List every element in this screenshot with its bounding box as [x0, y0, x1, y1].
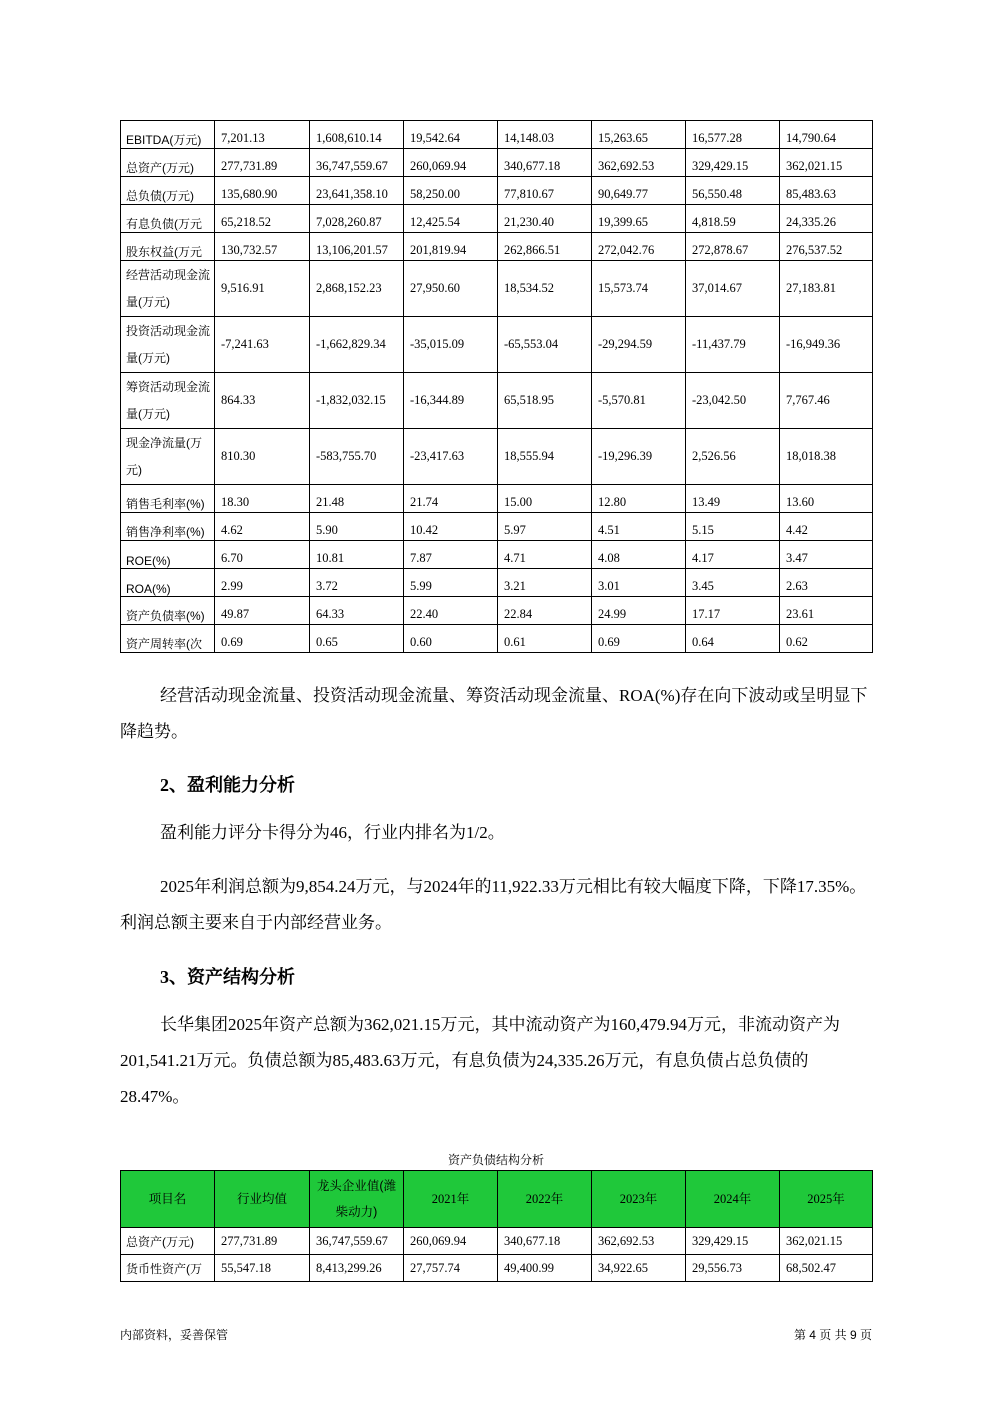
- row-label: 股东权益(万元: [121, 233, 215, 261]
- table-row: [121, 149, 873, 177]
- table-cell: 329,429.15: [686, 149, 780, 177]
- column-header: 2025年: [780, 1171, 873, 1228]
- table-cell: 49,400.99: [498, 1255, 592, 1282]
- profit-text: 2025年利润总额为9,854.24万元，与2024年的11,922.33万元相比有较大幅度下降，下降17.35%。利润总额主要来自于内部经营业务。: [120, 877, 867, 932]
- row-label: 资产负债率(%): [121, 597, 215, 625]
- row-label: 经营活动现金流量(万元): [121, 261, 215, 317]
- column-header: 龙头企业值(潍柴动力): [310, 1171, 404, 1228]
- table-cell: 864.33: [215, 373, 310, 429]
- table-cell: 13.49: [686, 485, 780, 513]
- table-cell: 14,790.64: [780, 121, 873, 149]
- table-row: [121, 541, 873, 569]
- table-row: [121, 261, 873, 317]
- table-cell: 362,692.53: [592, 149, 686, 177]
- table-cell: 329,429.15: [686, 1228, 780, 1255]
- table-cell: 3.21: [498, 569, 592, 597]
- structure-paragraph: [120, 1007, 872, 1115]
- row-label: EBITDA(万元): [121, 121, 215, 149]
- table-cell: 4.42: [780, 513, 873, 541]
- row-label: 销售毛利率(%): [121, 485, 215, 513]
- table-cell: 4.62: [215, 513, 310, 541]
- table-cell: 260,069.94: [404, 1228, 498, 1255]
- row-label: 总资产(万元): [121, 149, 215, 177]
- table-cell: 362,021.15: [780, 1228, 873, 1255]
- table-cell: 13,106,201.57: [310, 233, 404, 261]
- table-cell: 340,677.18: [498, 149, 592, 177]
- table-cell: 21.48: [310, 485, 404, 513]
- table-cell: 3.47: [780, 541, 873, 569]
- table-cell: 58,250.00: [404, 177, 498, 205]
- table-cell: 10.81: [310, 541, 404, 569]
- table-cell: 272,878.67: [686, 233, 780, 261]
- column-header: 2022年: [498, 1171, 592, 1228]
- table-cell: 17.17: [686, 597, 780, 625]
- table-row: [121, 177, 873, 205]
- table-cell: 36,747,559.67: [310, 1228, 404, 1255]
- table-cell: 27,950.60: [404, 261, 498, 317]
- table-cell: -23,417.63: [404, 429, 498, 485]
- table-cell: 23.61: [780, 597, 873, 625]
- row-label: 资产周转率(次: [121, 625, 215, 653]
- structure-text: 长华集团2025年资产总额为362,021.15万元，其中流动资产为160,479.94万元，非流动资产为201,541.21万元。负债总额为85,483.63万元，有息负债为24,335.26万元，有息负债占总负债的28.47%。: [120, 1015, 840, 1106]
- column-header: 2023年: [592, 1171, 686, 1228]
- score-paragraph: [120, 815, 872, 851]
- table-cell: 7,028,260.87: [310, 205, 404, 233]
- row-label: 有息负债(万元: [121, 205, 215, 233]
- table-row: [121, 233, 873, 261]
- table-cell: 64.33: [310, 597, 404, 625]
- table-cell: 130,732.57: [215, 233, 310, 261]
- table-cell: 277,731.89: [215, 1228, 310, 1255]
- table-row: [121, 485, 873, 513]
- table-cell: 5.97: [498, 513, 592, 541]
- table-cell: -16,344.89: [404, 373, 498, 429]
- footer-confidential: 内部资料，妥善保管: [120, 1328, 229, 1342]
- table-cell: -583,755.70: [310, 429, 404, 485]
- table-cell: 24,335.26: [780, 205, 873, 233]
- table-cell: 4.08: [592, 541, 686, 569]
- trend-text: 经营活动现金流量、投资活动现金流量、筹资活动现金流量、ROA(%)存在向下波动或呈明显下降趋势。: [120, 686, 868, 741]
- table-cell: 21.74: [404, 485, 498, 513]
- table-cell: -1,832,032.15: [310, 373, 404, 429]
- table-cell: 16,577.28: [686, 121, 780, 149]
- financial-metrics-table: [120, 120, 873, 653]
- table-cell: 260,069.94: [404, 149, 498, 177]
- table-row: [121, 429, 873, 485]
- table-row: [121, 373, 873, 429]
- table-caption: 资产负债结构分析: [447, 1153, 544, 1167]
- column-header: 2021年: [404, 1171, 498, 1228]
- table-cell: 4.17: [686, 541, 780, 569]
- table-cell: 85,483.63: [780, 177, 873, 205]
- asset-liability-structure-table: [120, 1170, 873, 1282]
- table-row: [121, 625, 873, 653]
- table-cell: 6.70: [215, 541, 310, 569]
- table-cell: 2,868,152.23: [310, 261, 404, 317]
- table-cell: 27,757.74: [404, 1255, 498, 1282]
- table-cell: 0.60: [404, 625, 498, 653]
- table-cell: 0.65: [310, 625, 404, 653]
- section-heading-asset-structure: 3、资产结构分析: [160, 967, 295, 987]
- section-heading-profitability: 2、盈利能力分析: [160, 775, 295, 795]
- table-cell: 55,547.18: [215, 1255, 310, 1282]
- table-cell: 21,230.40: [498, 205, 592, 233]
- table-row: [121, 569, 873, 597]
- table-cell: -29,294.59: [592, 317, 686, 373]
- table-cell: 19,542.64: [404, 121, 498, 149]
- table-cell: 68,502.47: [780, 1255, 873, 1282]
- table-cell: 56,550.48: [686, 177, 780, 205]
- table-cell: 276,537.52: [780, 233, 873, 261]
- table-cell: 7.87: [404, 541, 498, 569]
- table-cell: 2.63: [780, 569, 873, 597]
- table-cell: 4.51: [592, 513, 686, 541]
- table-row: [121, 317, 873, 373]
- row-label: 投资活动现金流量(万元): [121, 317, 215, 373]
- table-cell: 36,747,559.67: [310, 149, 404, 177]
- table-cell: 5.15: [686, 513, 780, 541]
- table-cell: 277,731.89: [215, 149, 310, 177]
- table-cell: 2.99: [215, 569, 310, 597]
- table-cell: 13.60: [780, 485, 873, 513]
- table-cell: 9,516.91: [215, 261, 310, 317]
- table-cell: 22.84: [498, 597, 592, 625]
- table-cell: 7,201.13: [215, 121, 310, 149]
- trend-paragraph: [120, 678, 872, 750]
- row-label: 销售净利率(%): [121, 513, 215, 541]
- table-cell: 65,518.95: [498, 373, 592, 429]
- table-cell: 0.61: [498, 625, 592, 653]
- table-cell: 18,018.38: [780, 429, 873, 485]
- table-cell: 65,218.52: [215, 205, 310, 233]
- table-cell: 15.00: [498, 485, 592, 513]
- table-cell: -7,241.63: [215, 317, 310, 373]
- table-row: [121, 597, 873, 625]
- table-cell: 8,413,299.26: [310, 1255, 404, 1282]
- table-cell: -65,553.04: [498, 317, 592, 373]
- table-cell: 24.99: [592, 597, 686, 625]
- row-label: 总负债(万元): [121, 177, 215, 205]
- row-label: 货币性资产(万: [121, 1255, 215, 1282]
- table-cell: -11,437.79: [686, 317, 780, 373]
- table-row: [121, 1228, 873, 1255]
- table-cell: 0.69: [215, 625, 310, 653]
- table-cell: 3.45: [686, 569, 780, 597]
- table-cell: 37,014.67: [686, 261, 780, 317]
- table-cell: -19,296.39: [592, 429, 686, 485]
- table-cell: 0.62: [780, 625, 873, 653]
- table-cell: 18,555.94: [498, 429, 592, 485]
- table-cell: -1,662,829.34: [310, 317, 404, 373]
- table-cell: 18.30: [215, 485, 310, 513]
- row-label: ROE(%): [121, 541, 215, 569]
- row-label: 总资产(万元): [121, 1228, 215, 1255]
- table-cell: 1,608,610.14: [310, 121, 404, 149]
- table-cell: 3.72: [310, 569, 404, 597]
- table-cell: 5.99: [404, 569, 498, 597]
- column-header: 行业均值: [215, 1171, 310, 1228]
- table-cell: 29,556.73: [686, 1255, 780, 1282]
- table-cell: 262,866.51: [498, 233, 592, 261]
- table-cell: 2,526.56: [686, 429, 780, 485]
- table-cell: 23,641,358.10: [310, 177, 404, 205]
- table-cell: 15,573.74: [592, 261, 686, 317]
- table-cell: 10.42: [404, 513, 498, 541]
- table-row: [121, 205, 873, 233]
- table-cell: 4,818.59: [686, 205, 780, 233]
- column-header: 项目名: [121, 1171, 215, 1228]
- row-label: ROA(%): [121, 569, 215, 597]
- table-cell: 362,021.15: [780, 149, 873, 177]
- table-cell: 0.69: [592, 625, 686, 653]
- table-cell: 27,183.81: [780, 261, 873, 317]
- table-cell: 22.40: [404, 597, 498, 625]
- table-cell: 19,399.65: [592, 205, 686, 233]
- table-cell: 12.80: [592, 485, 686, 513]
- footer-page-number: 第 4 页 共 9 页: [793, 1328, 872, 1342]
- table-cell: 12,425.54: [404, 205, 498, 233]
- table-cell: 7,767.46: [780, 373, 873, 429]
- table-cell: -5,570.81: [592, 373, 686, 429]
- table-row: [121, 513, 873, 541]
- table-row: [121, 121, 873, 149]
- table-cell: 272,042.76: [592, 233, 686, 261]
- table-cell: 5.90: [310, 513, 404, 541]
- table-cell: 34,922.65: [592, 1255, 686, 1282]
- row-label: 现金净流量(万元): [121, 429, 215, 485]
- table-cell: 14,148.03: [498, 121, 592, 149]
- table-cell: 135,680.90: [215, 177, 310, 205]
- table-cell: 4.71: [498, 541, 592, 569]
- score-text: 盈利能力评分卡得分为46，行业内排名为1/2。: [160, 823, 505, 842]
- table-cell: 810.30: [215, 429, 310, 485]
- table-cell: 18,534.52: [498, 261, 592, 317]
- table-cell: 3.01: [592, 569, 686, 597]
- table-cell: 362,692.53: [592, 1228, 686, 1255]
- table-row: [121, 1255, 873, 1282]
- table-cell: -16,949.36: [780, 317, 873, 373]
- table-cell: 201,819.94: [404, 233, 498, 261]
- table-cell: 0.64: [686, 625, 780, 653]
- table-cell: -23,042.50: [686, 373, 780, 429]
- table-cell: 340,677.18: [498, 1228, 592, 1255]
- table-cell: 49.87: [215, 597, 310, 625]
- profit-paragraph: [120, 869, 872, 941]
- column-header: 2024年: [686, 1171, 780, 1228]
- table-cell: 15,263.65: [592, 121, 686, 149]
- row-label: 筹资活动现金流量(万元): [121, 373, 215, 429]
- table-cell: 90,649.77: [592, 177, 686, 205]
- table-cell: 77,810.67: [498, 177, 592, 205]
- table-cell: -35,015.09: [404, 317, 498, 373]
